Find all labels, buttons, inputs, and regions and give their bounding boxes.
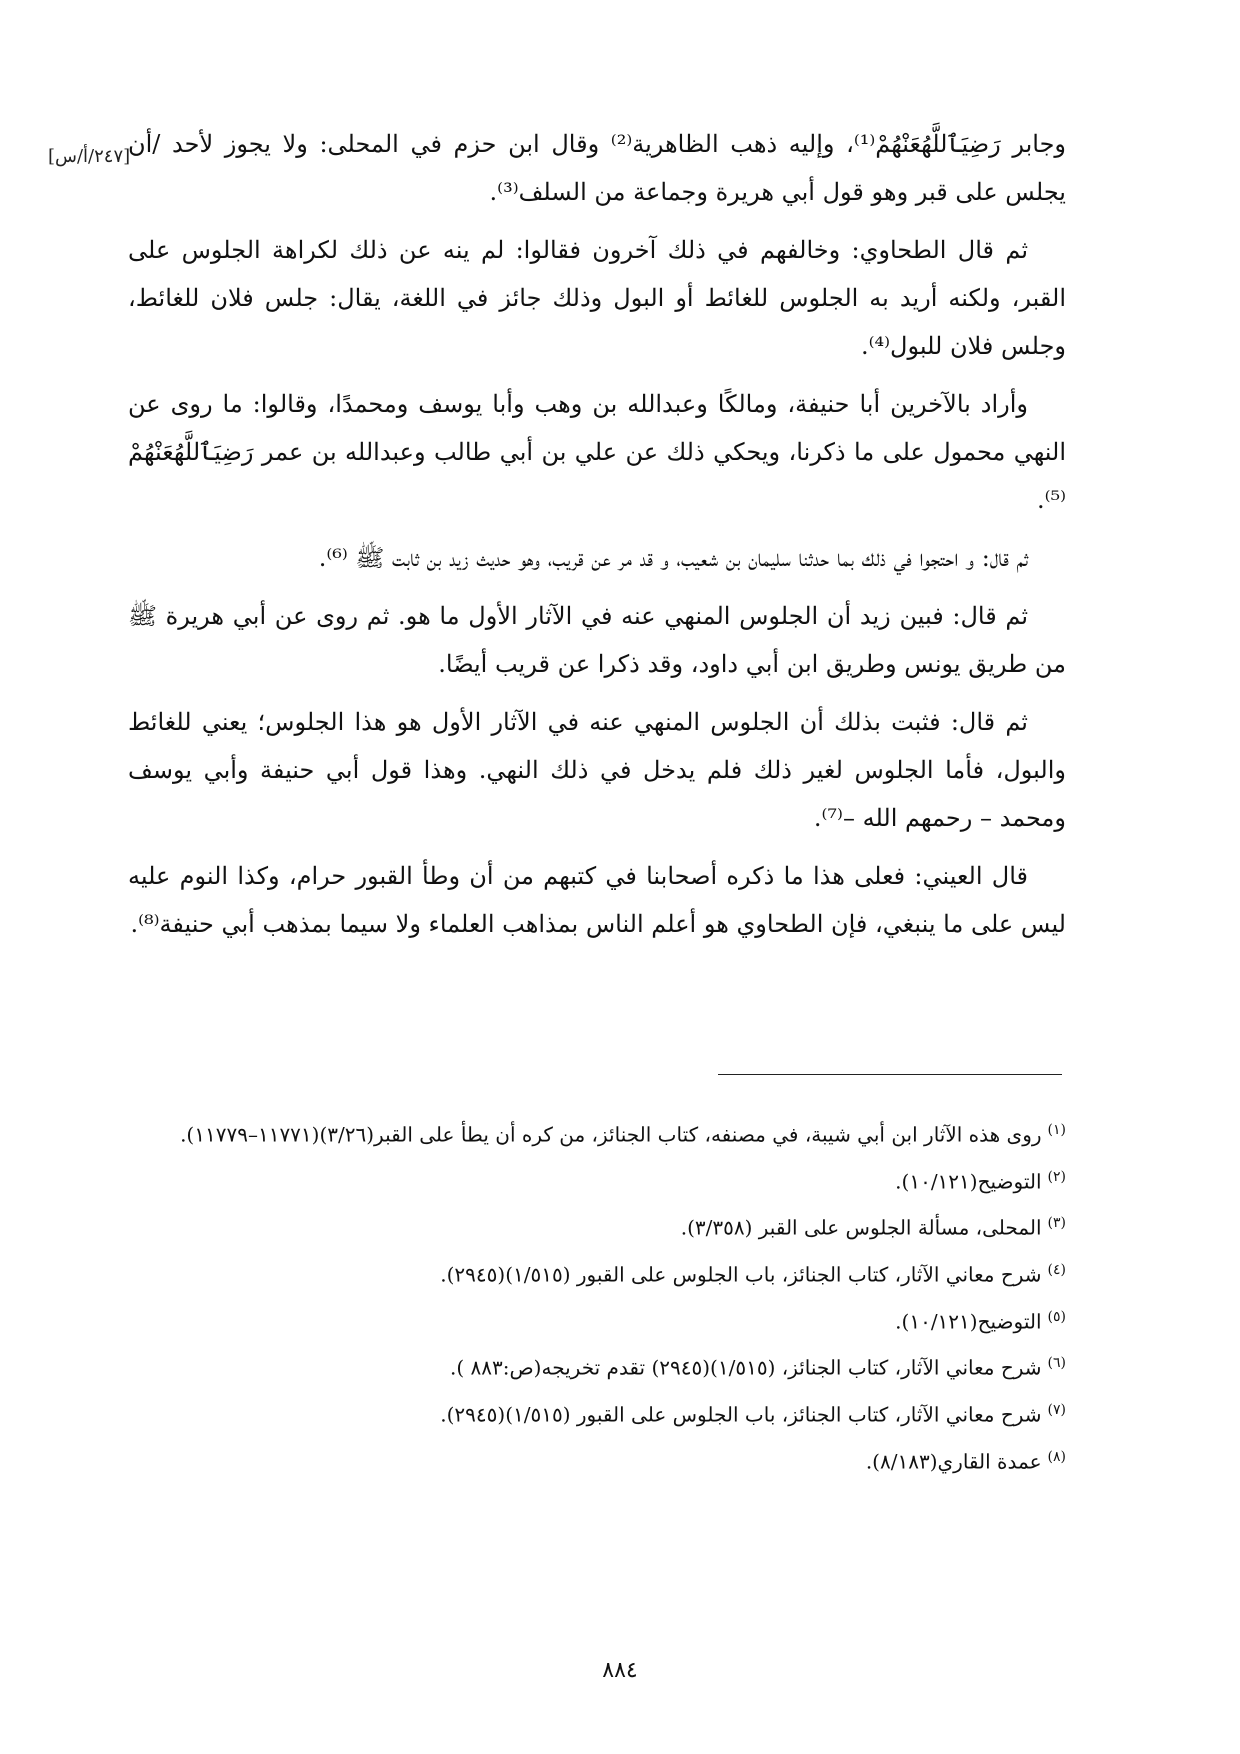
footnote <box>128 1392 1066 1433</box>
footnotes <box>128 1112 1066 1485</box>
margin-folio-note: [٢٤٧/أ/س] <box>48 146 131 167</box>
footnote-text: المحلى، مسألة الجلوس على القبر (٣/٣٥٨). <box>680 1215 1042 1240</box>
footnote <box>128 1439 1066 1480</box>
footnote-text: التوضيح(١٠/١٢١). <box>895 1169 1042 1194</box>
footnote <box>128 1205 1066 1246</box>
paragraph: وجابر رَضِيَٱللَّهُعَنْهُمْ⁽¹⁾، وإليه ذهب الظاهرية⁽²⁾ وقال ابن حزم في المحلى: ولا يجوز لأحد /أن يجلس على قبر وهو قول أبي هريرة وجماعة من السلف⁽³⁾. <box>128 130 1067 206</box>
footnote-text: شرح معاني الآثار، كتاب الجنائز، باب الجلوس على القبور (١/٥١٥)(٢٩٤٥). <box>440 1262 1042 1287</box>
footnote-text: التوضيح(١٠/١٢١). <box>895 1309 1042 1334</box>
main-text <box>128 120 1066 958</box>
page-number: ٨٨٤ <box>602 1658 638 1683</box>
paragraph: وأراد بالآخرين أبا حنيفة، ومالكًا وعبدالله بن وهب وأبا يوسف ومحمدًا، وقالوا: ما روى عن النهي محمول على ما ذكرنا، ويحكي ذلك عن علي بن أبي طالب وعبدالله بن عمر رَضِيَٱللَّهُعَنْهُمْ ⁽⁵⁾. <box>128 390 1066 514</box>
footnote-number: (٨) <box>1047 1448 1066 1465</box>
footnote <box>128 1345 1066 1386</box>
footnote-number: (٧) <box>1047 1401 1066 1418</box>
footnote-number: (٢) <box>1047 1168 1066 1185</box>
footnote-number: (٦) <box>1047 1355 1066 1372</box>
footnote <box>128 1299 1066 1340</box>
footnote-number: (٣) <box>1047 1215 1066 1232</box>
paragraph: ثم قال: و احتجوا في ذلك بما حدثنا سليمان بن شعيب، و قد مر عن قريب، وهو حديث زيد بن ثابت ﷺ ⁽⁶⁾. <box>318 544 1028 572</box>
paragraph: قال العيني: فعلى هذا ما ذكره أصحابنا في كتبهم من أن وطأ القبور حرام، وكذا النوم عليه ليس على ما ينبغي، فإن الطحاوي هو أعلم الناس بمذاهب العلماء ولا سيما بمذهب أبي حنيفة⁽⁸⁾. <box>128 862 1066 938</box>
footnote <box>128 1252 1066 1293</box>
footnote-text: شرح معاني الآثار، كتاب الجنائز، باب الجلوس على القبور (١/٥١٥)(٢٩٤٥). <box>440 1402 1042 1427</box>
footnote <box>128 1112 1066 1153</box>
footnote-separator <box>718 1074 1062 1075</box>
footnote-text: شرح معاني الآثار، كتاب الجنائز، (١/٥١٥)(٢٩٤٥) تقدم تخريجه(ص:٨٨٣ ). <box>450 1355 1042 1380</box>
footnote-number: (٥) <box>1047 1308 1066 1325</box>
footnote-text: روى هذه الآثار ابن أبي شيبة، في مصنفه، كتاب الجنائز، من كره أن يطأ على القبر(٣/٢٦)(١١٧٧١–١١٧٧٩). <box>180 1122 1042 1147</box>
footnote-text: عمدة القاري(٨/١٨٣). <box>865 1449 1042 1474</box>
footnote-number: (١) <box>1047 1122 1066 1138</box>
paragraph: ثم قال: فثبت بذلك أن الجلوس المنهي عنه في الآثار الأول هو هذا الجلوس؛ يعني للغائط والبول، فأما الجلوس لغير ذلك فلم يدخل في ذلك النهي. وهذا قول أبي حنيفة وأبي يوسف ومحمد – رحمهم الله –⁽⁷⁾. <box>128 708 1066 832</box>
footnote <box>128 1159 1066 1200</box>
footnote-number: (٤) <box>1047 1261 1066 1278</box>
paragraph: ثم قال: فبين زيد أن الجلوس المنهي عنه في الآثار الأول ما هو. ثم روى عن أبي هريرة ﷺ من طريق يونس وطريق ابن أبي داود، وقد ذكرا عن قريب أيضًا. <box>128 602 1066 678</box>
paragraph: ثم قال الطحاوي: وخالفهم في ذلك آخرون فقالوا: لم ينه عن ذلك لكراهة الجلوس على القبر، ولكنه أريد به الجلوس للغائط أو البول وذلك جائز في اللغة، يقال: جلس فلان للغائط، وجلس فلان للبول⁽⁴⁾. <box>128 236 1066 360</box>
